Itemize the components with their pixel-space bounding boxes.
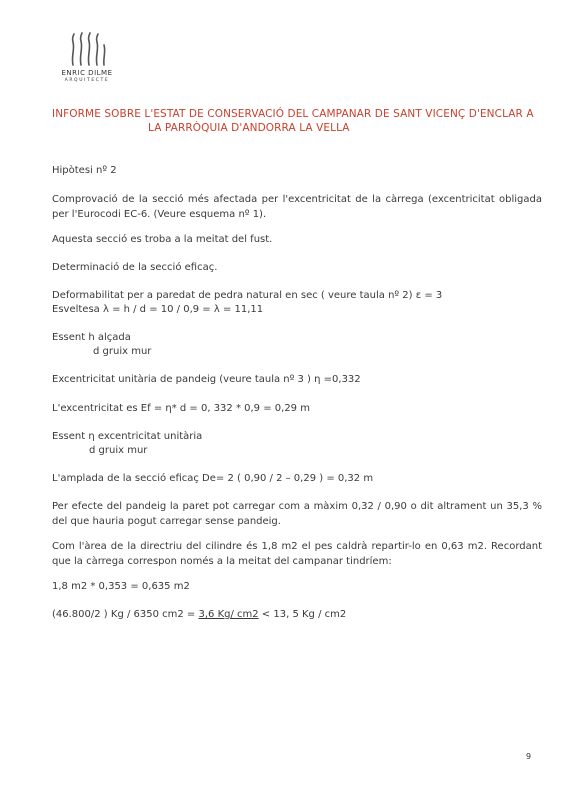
stress-result-underlined: 3,6 Kg/ cm2 xyxy=(198,609,259,620)
definition-wall-thickness-2: d gruix mur xyxy=(89,445,148,456)
paragraph-deformability: Deformabilitat per a paredat de pedra natural en sec ( veure taula nº 2) ε = 3 xyxy=(52,290,443,301)
report-title-line-1: INFORME SOBRE L'ESTAT DE CONSERVACIÓ DEL CAMPANAR DE SANT VICENÇ D'ENCLAR A xyxy=(52,108,534,120)
paragraph-effective-section: Determinació de la secció eficaç. xyxy=(52,262,218,273)
report-title-line-2: LA PARRÒQUIA D'ANDORRA LA VELLA xyxy=(148,122,350,134)
stress-formula-prefix: (46.800/2 ) Kg / 6350 cm2 = xyxy=(52,609,199,620)
definition-eta: Essent η excentricitat unitària xyxy=(52,431,203,442)
logo-subtitle: ARQUITECTE xyxy=(64,78,110,83)
architect-logo xyxy=(52,32,122,90)
paragraph-directrix-area: Com l'àrea de la directriu del cilindre és 1,8 m2 el pes caldrà repartir-lo en 0,63 m2. Recordant que la càrrega correspon només a la meitat del campanar tindríem: xyxy=(52,541,542,567)
paragraph-section-location: Aquesta secció es troba a la meitat del fust. xyxy=(52,234,273,245)
page-number: 9 xyxy=(526,752,532,761)
paragraph-section-check: Comprovació de la secció més afectada per l'excentricitat de la càrrega (excentricitat obligada per l'Eurocodi EC-6. (Veure esquema nº 1). xyxy=(52,194,542,220)
paragraph-area-calculation: 1,8 m2 * 0,353 = 0,635 m2 xyxy=(52,581,190,592)
paragraph-unit-eccentricity: Excentricitat unitària de pandeig (veure taula nº 3 ) η =0,332 xyxy=(52,374,361,385)
definition-wall-thickness: d gruix mur xyxy=(93,346,152,357)
report-title xyxy=(52,107,542,135)
paragraph-buckling-effect: Per efecte del pandeig la paret pot carregar com a màxim 0,32 / 0,90 o dit altrament un 35,3 % del que hauria pogut carregar sense pandeig. xyxy=(52,501,542,527)
paragraph-effective-width: L'amplada de la secció eficaç De= 2 ( 0,90 / 2 – 0,29 ) = 0,32 m xyxy=(52,473,374,484)
logo-name: ENRIC DILME xyxy=(61,69,113,77)
logo-columns-icon xyxy=(68,32,108,66)
paragraph-eccentricity: L'excentricitat es Ef = η* d = 0, 332 * 0,9 = 0,29 m xyxy=(52,403,310,414)
hypothesis-heading: Hipòtesi nº 2 xyxy=(52,165,117,176)
paragraph-slenderness: Esveltesa λ = h / d = 10 / 0,9 = λ = 11,11 xyxy=(52,304,264,315)
paragraph-stress-calculation xyxy=(52,608,542,623)
definition-height: Essent h alçada xyxy=(52,332,131,343)
stress-formula-suffix: < 13, 5 Kg / cm2 xyxy=(258,609,347,620)
